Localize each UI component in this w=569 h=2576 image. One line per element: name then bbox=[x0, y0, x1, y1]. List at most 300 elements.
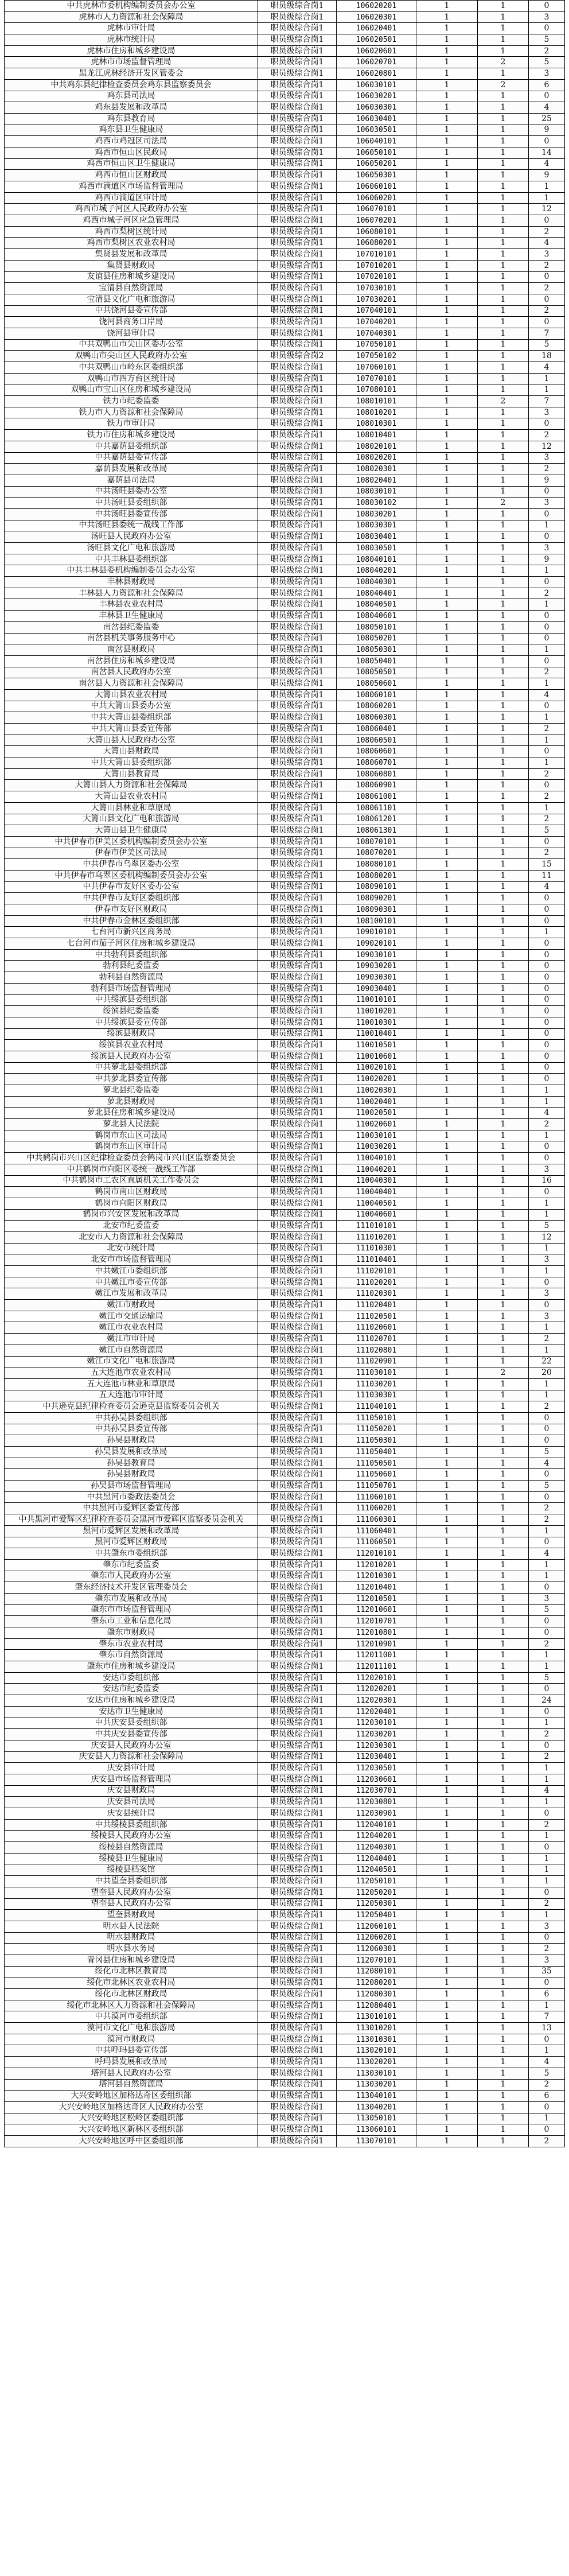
level-cell: 1 bbox=[416, 848, 478, 859]
dept-cell: 肇东市纪委监委 bbox=[5, 1559, 258, 1571]
count-cell: 1 bbox=[478, 780, 529, 791]
level-cell: 1 bbox=[416, 543, 478, 554]
dept-cell: 孙吴县市场监督管理局 bbox=[5, 1481, 258, 1492]
code-cell: 107030101 bbox=[337, 283, 416, 294]
applicants-cell: 1 bbox=[529, 1864, 565, 1876]
code-cell: 108050201 bbox=[337, 633, 416, 644]
position-cell: 职员级综合岗1 bbox=[258, 1367, 337, 1379]
code-cell: 113020101 bbox=[337, 2045, 416, 2057]
count-cell: 1 bbox=[478, 1401, 529, 1413]
applicants-cell: 2 bbox=[529, 226, 565, 238]
applicants-cell: 4 bbox=[529, 158, 565, 170]
applicants-cell: 14 bbox=[529, 147, 565, 158]
table-row bbox=[5, 158, 565, 170]
code-cell: 107070101 bbox=[337, 373, 416, 384]
code-cell: 106060101 bbox=[337, 181, 416, 193]
level-cell: 1 bbox=[416, 1300, 478, 1311]
applicants-cell: 2 bbox=[529, 724, 565, 735]
count-cell: 1 bbox=[478, 757, 529, 769]
position-cell: 职员级综合岗1 bbox=[258, 848, 337, 859]
dept-cell: 中共鹤岗市工农区直属机关工作委员会 bbox=[5, 1175, 258, 1187]
position-cell: 职员级综合岗1 bbox=[258, 1164, 337, 1175]
dept-cell: 中共嫩江市委宣传部 bbox=[5, 1277, 258, 1288]
position-cell: 职员级综合岗1 bbox=[258, 181, 337, 193]
table-row bbox=[5, 113, 565, 125]
count-cell: 1 bbox=[478, 23, 529, 34]
dept-cell: 铁力市审计局 bbox=[5, 418, 258, 430]
dept-cell: 嫩江市交通运输局 bbox=[5, 1311, 258, 1322]
dept-cell: 青冈县住房和城乡建设局 bbox=[5, 1955, 258, 1966]
code-cell: 108020201 bbox=[337, 452, 416, 464]
level-cell: 1 bbox=[416, 520, 478, 531]
count-cell: 1 bbox=[478, 1910, 529, 1921]
level-cell: 1 bbox=[416, 1706, 478, 1718]
level-cell: 1 bbox=[416, 1006, 478, 1017]
dept-cell: 中共绥滨县委宣传部 bbox=[5, 1017, 258, 1028]
dept-cell: 鸡西市恒山区财政局 bbox=[5, 170, 258, 181]
position-cell: 职员级综合岗1 bbox=[258, 870, 337, 881]
count-cell: 1 bbox=[478, 2034, 529, 2045]
dept-cell: 中共庆安县委组织部 bbox=[5, 1718, 258, 1729]
level-cell: 1 bbox=[416, 701, 478, 712]
code-cell: 108040601 bbox=[337, 611, 416, 622]
code-cell: 112010301 bbox=[337, 1571, 416, 1582]
dept-cell: 漠河市文化广电和旅游局 bbox=[5, 2023, 258, 2034]
level-cell: 1 bbox=[416, 1898, 478, 1910]
count-cell: 1 bbox=[478, 1751, 529, 1763]
count-cell: 1 bbox=[478, 1763, 529, 1774]
dept-cell: 汤旺县人民政府办公室 bbox=[5, 531, 258, 543]
applicants-cell: 35 bbox=[529, 1966, 565, 1977]
dept-cell: 明水县财政局 bbox=[5, 1932, 258, 1944]
dept-cell: 绥滨县纪委监委 bbox=[5, 1006, 258, 1017]
code-cell: 110030201 bbox=[337, 1141, 416, 1153]
applicants-cell: 1 bbox=[529, 1718, 565, 1729]
level-cell: 1 bbox=[416, 915, 478, 927]
table-row bbox=[5, 1300, 565, 1311]
dept-cell: 中共黑河市委政法委员会 bbox=[5, 1491, 258, 1503]
position-cell: 职员级综合岗1 bbox=[258, 486, 337, 498]
table-row bbox=[5, 621, 565, 633]
dept-cell: 中共丰林县委机构编制委员会办公室 bbox=[5, 565, 258, 577]
level-cell: 1 bbox=[416, 1074, 478, 1085]
dept-cell: 七台河市新兴区商务局 bbox=[5, 927, 258, 938]
position-cell: 职员级综合岗1 bbox=[258, 611, 337, 622]
position-cell: 职员级综合岗1 bbox=[258, 384, 337, 396]
count-cell: 1 bbox=[478, 1028, 529, 1040]
table-row bbox=[5, 305, 565, 317]
code-cell: 111060201 bbox=[337, 1503, 416, 1514]
applicants-cell: 4 bbox=[529, 1108, 565, 1119]
applicants-cell: 3 bbox=[529, 452, 565, 464]
position-cell: 职员级综合岗1 bbox=[258, 1853, 337, 1864]
count-cell: 1 bbox=[478, 147, 529, 158]
table-row bbox=[5, 836, 565, 848]
count-cell: 1 bbox=[478, 1243, 529, 1254]
dept-cell: 中共大箐山县委组织部 bbox=[5, 757, 258, 769]
level-cell: 1 bbox=[416, 1921, 478, 1932]
table-row bbox=[5, 825, 565, 837]
count-cell: 1 bbox=[478, 192, 529, 204]
count-cell: 1 bbox=[478, 1559, 529, 1571]
position-cell: 职员级综合岗1 bbox=[258, 102, 337, 114]
count-cell: 1 bbox=[478, 339, 529, 351]
table-row bbox=[5, 644, 565, 656]
applicants-cell: 7 bbox=[529, 328, 565, 339]
dept-cell: 大箐山县林业和草原局 bbox=[5, 802, 258, 814]
code-cell: 108061201 bbox=[337, 814, 416, 825]
level-cell: 1 bbox=[416, 271, 478, 283]
applicants-cell: 2 bbox=[529, 848, 565, 859]
level-cell: 1 bbox=[416, 452, 478, 464]
applicants-cell: 9 bbox=[529, 125, 565, 136]
position-cell: 职员级综合岗1 bbox=[258, 2091, 337, 2102]
position-cell: 职员级综合岗1 bbox=[258, 1017, 337, 1028]
applicants-cell: 5 bbox=[529, 825, 565, 837]
count-cell: 1 bbox=[478, 294, 529, 305]
code-cell: 106020801 bbox=[337, 68, 416, 80]
position-cell: 职员级综合岗1 bbox=[258, 57, 337, 68]
applicants-cell: 0 bbox=[529, 893, 565, 904]
applicants-cell: 0 bbox=[529, 1277, 565, 1288]
level-cell: 1 bbox=[416, 1785, 478, 1797]
applicants-cell: 0 bbox=[529, 701, 565, 712]
table-row bbox=[5, 1898, 565, 1910]
position-cell: 职员级综合岗1 bbox=[258, 1390, 337, 1401]
count-cell: 1 bbox=[478, 1447, 529, 1458]
dept-cell: 萝北县人民法院 bbox=[5, 1119, 258, 1130]
count-cell: 1 bbox=[478, 1, 529, 12]
position-cell: 职员级综合岗1 bbox=[258, 1548, 337, 1560]
level-cell: 1 bbox=[416, 836, 478, 848]
code-cell: 108040101 bbox=[337, 554, 416, 565]
code-cell: 113010201 bbox=[337, 2023, 416, 2034]
table-row bbox=[5, 2023, 565, 2034]
level-cell: 1 bbox=[416, 588, 478, 599]
level-cell: 1 bbox=[416, 1334, 478, 1345]
level-cell: 1 bbox=[416, 746, 478, 757]
count-cell: 1 bbox=[478, 1130, 529, 1141]
applicants-cell: 0 bbox=[529, 2101, 565, 2113]
applicants-cell: 5 bbox=[529, 1672, 565, 1684]
count-cell: 1 bbox=[478, 1221, 529, 1232]
dept-cell: 嘉荫县司法局 bbox=[5, 475, 258, 486]
table-row bbox=[5, 1266, 565, 1277]
count-cell: 1 bbox=[478, 1831, 529, 1842]
level-cell: 1 bbox=[416, 972, 478, 984]
code-cell: 111020801 bbox=[337, 1345, 416, 1356]
table-row bbox=[5, 1356, 565, 1367]
position-cell: 职员级综合岗1 bbox=[258, 2045, 337, 2057]
code-cell: 107040301 bbox=[337, 328, 416, 339]
level-cell: 1 bbox=[416, 1412, 478, 1424]
dept-cell: 双鸭山市尖山区人民政府办公室 bbox=[5, 351, 258, 362]
dept-cell: 嫩江市审计局 bbox=[5, 1334, 258, 1345]
dept-cell: 萝北县纪委监委 bbox=[5, 1085, 258, 1097]
dept-cell: 中共嘉荫县委组织部 bbox=[5, 441, 258, 452]
applicants-cell: 3 bbox=[529, 249, 565, 261]
table-row bbox=[5, 2079, 565, 2091]
code-cell: 111020201 bbox=[337, 1277, 416, 1288]
table-row bbox=[5, 2068, 565, 2079]
dept-cell: 丰林县农业农村局 bbox=[5, 599, 258, 611]
applicants-cell: 1 bbox=[529, 384, 565, 396]
applicants-cell: 0 bbox=[529, 486, 565, 498]
table-row bbox=[5, 68, 565, 80]
applicants-cell: 0 bbox=[529, 1153, 565, 1164]
dept-cell: 铁力市人力资源和社会保障局 bbox=[5, 407, 258, 418]
code-cell: 112040401 bbox=[337, 1853, 416, 1864]
table-row bbox=[5, 430, 565, 441]
count-cell: 1 bbox=[478, 1266, 529, 1277]
applicants-cell: 2 bbox=[529, 588, 565, 599]
applicants-cell: 0 bbox=[529, 91, 565, 102]
code-cell: 107010101 bbox=[337, 249, 416, 261]
dept-cell: 中共孙吴县委组织部 bbox=[5, 1412, 258, 1424]
table-row bbox=[5, 1, 565, 12]
table-row bbox=[5, 1243, 565, 1254]
table-row bbox=[5, 271, 565, 283]
count-cell: 1 bbox=[478, 158, 529, 170]
position-cell: 职员级综合岗1 bbox=[258, 238, 337, 249]
count-cell: 1 bbox=[478, 633, 529, 644]
table-row bbox=[5, 1989, 565, 2000]
count-cell: 1 bbox=[478, 260, 529, 271]
position-cell: 职员级综合岗1 bbox=[258, 2000, 337, 2011]
applicants-cell: 0 bbox=[529, 611, 565, 622]
applicants-cell: 2 bbox=[529, 45, 565, 57]
code-cell: 112011101 bbox=[337, 1661, 416, 1673]
position-cell: 职员级综合岗1 bbox=[258, 1175, 337, 1187]
code-cell: 110030101 bbox=[337, 1130, 416, 1141]
position-cell: 职员级综合岗1 bbox=[258, 317, 337, 328]
code-cell: 108090101 bbox=[337, 881, 416, 893]
applicants-cell: 9 bbox=[529, 170, 565, 181]
table-row bbox=[5, 1254, 565, 1266]
code-cell: 106080101 bbox=[337, 226, 416, 238]
code-cell: 111050501 bbox=[337, 1458, 416, 1469]
count-cell: 1 bbox=[478, 1085, 529, 1097]
position-cell: 职员级综合岗1 bbox=[258, 1525, 337, 1537]
table-row bbox=[5, 1447, 565, 1458]
position-cell: 职员级综合岗1 bbox=[258, 1604, 337, 1616]
code-cell: 108060601 bbox=[337, 746, 416, 757]
level-cell: 1 bbox=[416, 1842, 478, 1854]
position-cell: 职员级综合岗1 bbox=[258, 1876, 337, 1887]
count-cell: 1 bbox=[478, 1311, 529, 1322]
level-cell: 1 bbox=[416, 1887, 478, 1898]
code-cell: 111050101 bbox=[337, 1412, 416, 1424]
code-cell: 112030501 bbox=[337, 1763, 416, 1774]
code-cell: 111010201 bbox=[337, 1231, 416, 1243]
count-cell: 1 bbox=[478, 430, 529, 441]
count-cell: 1 bbox=[478, 825, 529, 837]
dept-cell: 黑河市爱辉区财政局 bbox=[5, 1537, 258, 1548]
position-cell: 职员级综合岗1 bbox=[258, 1559, 337, 1571]
position-cell: 职员级综合岗1 bbox=[258, 2124, 337, 2136]
applicants-cell: 1 bbox=[529, 599, 565, 611]
position-cell: 职员级综合岗1 bbox=[258, 1028, 337, 1040]
dept-cell: 孙吴县财政局 bbox=[5, 1469, 258, 1481]
code-cell: 111020501 bbox=[337, 1311, 416, 1322]
applicants-cell: 2 bbox=[529, 1898, 565, 1910]
position-cell: 职员级综合岗1 bbox=[258, 2023, 337, 2034]
position-cell: 职员级综合岗1 bbox=[258, 1729, 337, 1740]
table-row bbox=[5, 79, 565, 91]
table-row bbox=[5, 260, 565, 271]
level-cell: 1 bbox=[416, 181, 478, 193]
applicants-cell: 0 bbox=[529, 1424, 565, 1435]
level-cell: 1 bbox=[416, 2045, 478, 2057]
position-cell: 职员级综合岗1 bbox=[258, 125, 337, 136]
position-cell: 职员级综合岗1 bbox=[258, 1932, 337, 1944]
applicants-cell: 0 bbox=[529, 1300, 565, 1311]
level-cell: 1 bbox=[416, 1481, 478, 1492]
level-cell: 1 bbox=[416, 577, 478, 588]
table-row bbox=[5, 1074, 565, 1085]
table-row bbox=[5, 1096, 565, 1108]
code-cell: 110010601 bbox=[337, 1051, 416, 1062]
code-cell: 112010801 bbox=[337, 1627, 416, 1639]
count-cell: 1 bbox=[478, 204, 529, 215]
level-cell: 1 bbox=[416, 57, 478, 68]
count-cell: 1 bbox=[478, 746, 529, 757]
level-cell: 1 bbox=[416, 1378, 478, 1390]
applicants-cell: 1 bbox=[529, 1085, 565, 1097]
count-cell: 1 bbox=[478, 125, 529, 136]
dept-cell: 漠河市财政局 bbox=[5, 2034, 258, 2045]
table-row bbox=[5, 1231, 565, 1243]
applicants-cell: 5 bbox=[529, 1447, 565, 1458]
position-cell: 职员级综合岗1 bbox=[258, 1040, 337, 1051]
dept-cell: 中共伊春市友好区委办公室 bbox=[5, 881, 258, 893]
count-cell: 1 bbox=[478, 1469, 529, 1481]
position-cell: 职员级综合岗1 bbox=[258, 1864, 337, 1876]
applicants-cell: 24 bbox=[529, 1695, 565, 1707]
code-cell: 111050201 bbox=[337, 1424, 416, 1435]
count-cell: 1 bbox=[478, 418, 529, 430]
dept-cell: 鸡西市恒山区民政局 bbox=[5, 147, 258, 158]
count-cell: 1 bbox=[478, 927, 529, 938]
count-cell: 1 bbox=[478, 475, 529, 486]
code-cell: 108010401 bbox=[337, 430, 416, 441]
dept-cell: 明水县水务局 bbox=[5, 1944, 258, 1955]
dept-cell: 中共大箐山县委办公室 bbox=[5, 701, 258, 712]
code-cell: 107030201 bbox=[337, 294, 416, 305]
position-cell: 职员级综合岗1 bbox=[258, 554, 337, 565]
code-cell: 113030201 bbox=[337, 2079, 416, 2091]
dept-cell: 中共汤旺县委统一战线工作部 bbox=[5, 520, 258, 531]
code-cell: 108030201 bbox=[337, 508, 416, 520]
count-cell: 1 bbox=[478, 1458, 529, 1469]
dept-cell: 大兴安岭地区呼中区委组织部 bbox=[5, 2135, 258, 2147]
level-cell: 1 bbox=[416, 249, 478, 261]
code-cell: 111030201 bbox=[337, 1378, 416, 1390]
count-cell: 1 bbox=[478, 2057, 529, 2068]
applicants-cell: 20 bbox=[529, 1367, 565, 1379]
code-cell: 113040201 bbox=[337, 2101, 416, 2113]
count-cell: 2 bbox=[478, 57, 529, 68]
table-row bbox=[5, 1322, 565, 1334]
position-cell: 职员级综合岗1 bbox=[258, 23, 337, 34]
code-cell: 112020401 bbox=[337, 1706, 416, 1718]
level-cell: 1 bbox=[416, 407, 478, 418]
count-cell: 1 bbox=[478, 317, 529, 328]
position-cell: 职员级综合岗1 bbox=[258, 34, 337, 46]
position-cell: 职员级综合岗1 bbox=[258, 418, 337, 430]
applicants-cell: 2 bbox=[529, 814, 565, 825]
dept-cell: 勃利县纪委监委 bbox=[5, 961, 258, 972]
applicants-cell: 1 bbox=[529, 565, 565, 577]
table-row bbox=[5, 915, 565, 927]
table-row bbox=[5, 1638, 565, 1650]
applicants-cell: 0 bbox=[529, 1435, 565, 1447]
level-cell: 1 bbox=[416, 79, 478, 91]
dept-cell: 伊春市伊美区司法局 bbox=[5, 848, 258, 859]
level-cell: 1 bbox=[416, 1198, 478, 1209]
applicants-cell: 6 bbox=[529, 1989, 565, 2000]
level-cell: 1 bbox=[416, 238, 478, 249]
count-cell: 1 bbox=[478, 305, 529, 317]
position-cell: 职员级综合岗1 bbox=[258, 1887, 337, 1898]
level-cell: 1 bbox=[416, 215, 478, 227]
position-cell: 职员级综合岗1 bbox=[258, 1684, 337, 1695]
table-row bbox=[5, 667, 565, 678]
count-cell: 1 bbox=[478, 486, 529, 498]
table-row bbox=[5, 1661, 565, 1673]
applicants-cell: 1 bbox=[529, 1661, 565, 1673]
position-cell: 职员级综合岗1 bbox=[258, 1638, 337, 1650]
table-row bbox=[5, 1548, 565, 1560]
level-cell: 1 bbox=[416, 724, 478, 735]
level-cell: 1 bbox=[416, 113, 478, 125]
code-cell: 108061101 bbox=[337, 802, 416, 814]
count-cell: 2 bbox=[478, 79, 529, 91]
count-cell: 1 bbox=[478, 1955, 529, 1966]
count-cell: 1 bbox=[478, 226, 529, 238]
table-row bbox=[5, 1842, 565, 1854]
level-cell: 1 bbox=[416, 565, 478, 577]
level-cell: 1 bbox=[416, 678, 478, 690]
position-cell: 职员级综合岗1 bbox=[258, 305, 337, 317]
table-row bbox=[5, 1481, 565, 1492]
position-cell: 职员级综合岗1 bbox=[258, 2011, 337, 2023]
code-cell: 106030101 bbox=[337, 79, 416, 91]
position-cell: 职员级综合岗1 bbox=[258, 1300, 337, 1311]
table-row bbox=[5, 1062, 565, 1074]
level-cell: 1 bbox=[416, 2000, 478, 2011]
level-cell: 1 bbox=[416, 633, 478, 644]
count-cell: 1 bbox=[478, 1537, 529, 1548]
dept-cell: 肇东市住房和城乡建设局 bbox=[5, 1661, 258, 1673]
table-row bbox=[5, 927, 565, 938]
table-row bbox=[5, 1559, 565, 1571]
level-cell: 1 bbox=[416, 1718, 478, 1729]
applicants-cell: 1 bbox=[529, 1266, 565, 1277]
position-cell: 职员级综合岗1 bbox=[258, 1, 337, 12]
code-cell: 108040401 bbox=[337, 588, 416, 599]
applicants-cell: 2 bbox=[529, 1944, 565, 1955]
dept-cell: 中共虎林市委机构编制委员会办公室 bbox=[5, 1, 258, 12]
count-cell: 1 bbox=[478, 520, 529, 531]
table-row bbox=[5, 611, 565, 622]
code-cell: 112011001 bbox=[337, 1650, 416, 1661]
table-row bbox=[5, 1876, 565, 1887]
count-cell: 1 bbox=[478, 34, 529, 46]
code-cell: 111060301 bbox=[337, 1514, 416, 1526]
code-cell: 112080101 bbox=[337, 1966, 416, 1977]
dept-cell: 中共鹤岗市向阳区委统一战线工作部 bbox=[5, 1164, 258, 1175]
